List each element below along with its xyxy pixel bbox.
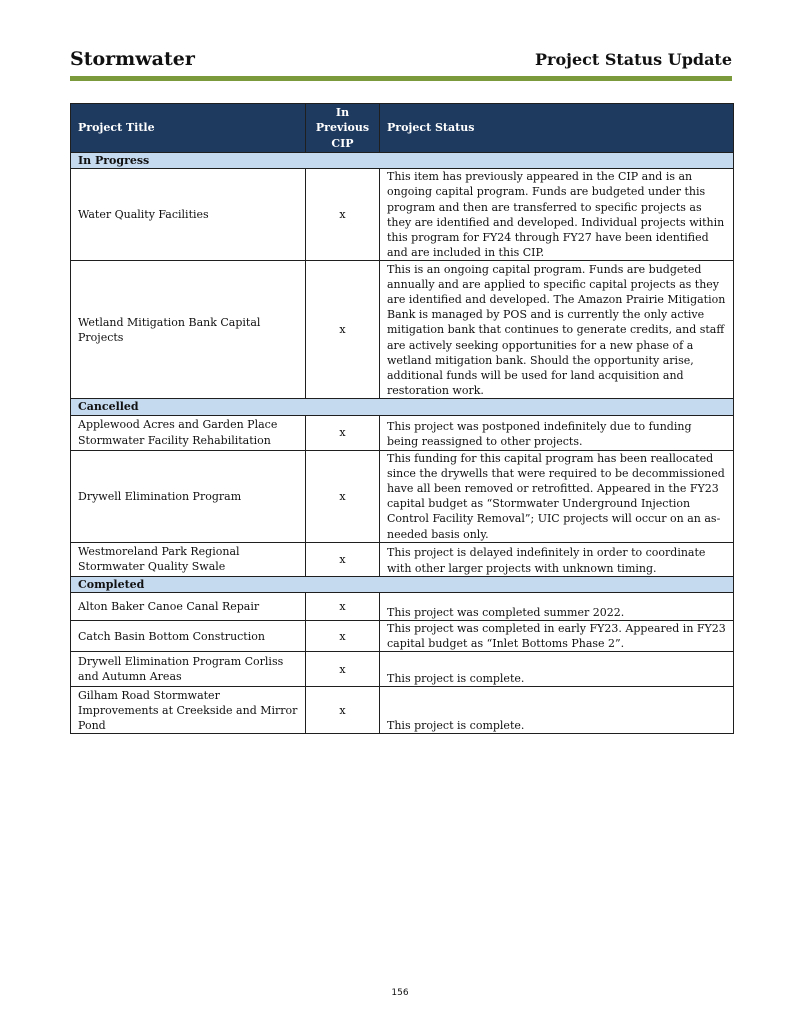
in-previous-cip: x: [306, 450, 380, 542]
table-row: [71, 542, 734, 576]
project-title: Catch Basin Bottom Construction: [71, 621, 306, 652]
project-status: This project is complete.: [380, 687, 734, 734]
table-row: [71, 593, 734, 621]
table-row: [71, 621, 734, 652]
in-previous-cip: x: [306, 261, 380, 399]
section-row-completed: [71, 576, 734, 592]
in-previous-cip: x: [306, 169, 380, 261]
project-status: This item has previously appeared in the CIP and is an ongoing capital program. Funds are budgeted under this program and then are transferred to specific projects as they are identified and developed. Individual projects within this program for FY24 through FY27 have been identified and are included in this CIP.: [380, 169, 734, 261]
table-row: [71, 261, 734, 399]
section-row-cancelled: [71, 399, 734, 415]
project-title: Water Quality Facilities: [71, 169, 306, 261]
column-header-project-status: Project Status: [380, 104, 734, 153]
table-row: [71, 652, 734, 687]
project-status: This project is complete.: [380, 652, 734, 687]
section-label: Cancelled: [71, 399, 734, 415]
project-title: Gilham Road Stormwater Improvements at Creekside and Mirror Pond: [71, 687, 306, 734]
column-header-in-previous-cip: In Previous CIP: [306, 104, 380, 153]
in-previous-cip: x: [306, 687, 380, 734]
project-title: Drywell Elimination Program: [71, 450, 306, 542]
page-header: [70, 48, 732, 72]
project-title: Westmoreland Park Regional Stormwater Quality Swale: [71, 542, 306, 576]
in-previous-cip: x: [306, 593, 380, 621]
in-previous-cip: x: [306, 415, 380, 450]
project-title: Wetland Mitigation Bank Capital Projects: [71, 261, 306, 399]
section-row-in-progress: [71, 153, 734, 169]
column-header-project-title: Project Title: [71, 104, 306, 153]
document-title: Project Status Update: [535, 50, 732, 69]
table-row: [71, 687, 734, 734]
header-rule: [70, 76, 732, 81]
section-label: Completed: [71, 576, 734, 592]
project-title: Applewood Acres and Garden Place Stormwater Facility Rehabilitation: [71, 415, 306, 450]
table-header-row: [71, 104, 734, 153]
table-row: [71, 169, 734, 261]
in-previous-cip: x: [306, 652, 380, 687]
project-status: This funding for this capital program has been reallocated since the drywells that were required to be decommissioned have all been removed or retrofitted. Appeared in the FY23 capital budget as “Stormwater Underground Injection Control Facility Removal”; UIC projects will occur on an as-needed basis only.: [380, 450, 734, 542]
table-row: [71, 450, 734, 542]
project-status: This is an ongoing capital program. Funds are budgeted annually and are applied to specific capital projects as they are identified and developed. The Amazon Prairie Mitigation Bank is managed by POS and is currently the only active mitigation bank that continues to generate credits, and staff are actively seeking opportunities for a new phase of a wetland mitigation bank. Should the opportunity arise, additional funds will be used for land acquisition and restoration work.: [380, 261, 734, 399]
project-status: This project was completed summer 2022.: [380, 593, 734, 621]
project-title: Alton Baker Canoe Canal Repair: [71, 593, 306, 621]
page-number: 156: [391, 988, 409, 998]
in-previous-cip: x: [306, 542, 380, 576]
section-label: In Progress: [71, 153, 734, 169]
project-title: Drywell Elimination Program Corliss and Autumn Areas: [71, 652, 306, 687]
department-title: Stormwater: [70, 48, 195, 70]
table-row: [71, 415, 734, 450]
in-previous-cip: x: [306, 621, 380, 652]
project-status: This project was completed in early FY23. Appeared in FY23 capital budget as “Inlet Bottoms Phase 2”.: [380, 621, 734, 652]
project-status-table: [70, 103, 734, 734]
project-status: This project is delayed indefinitely in order to coordinate with other larger projects with unknown timing.: [380, 542, 734, 576]
project-status: This project was postponed indefinitely due to funding being reassigned to other projects.: [380, 415, 734, 450]
